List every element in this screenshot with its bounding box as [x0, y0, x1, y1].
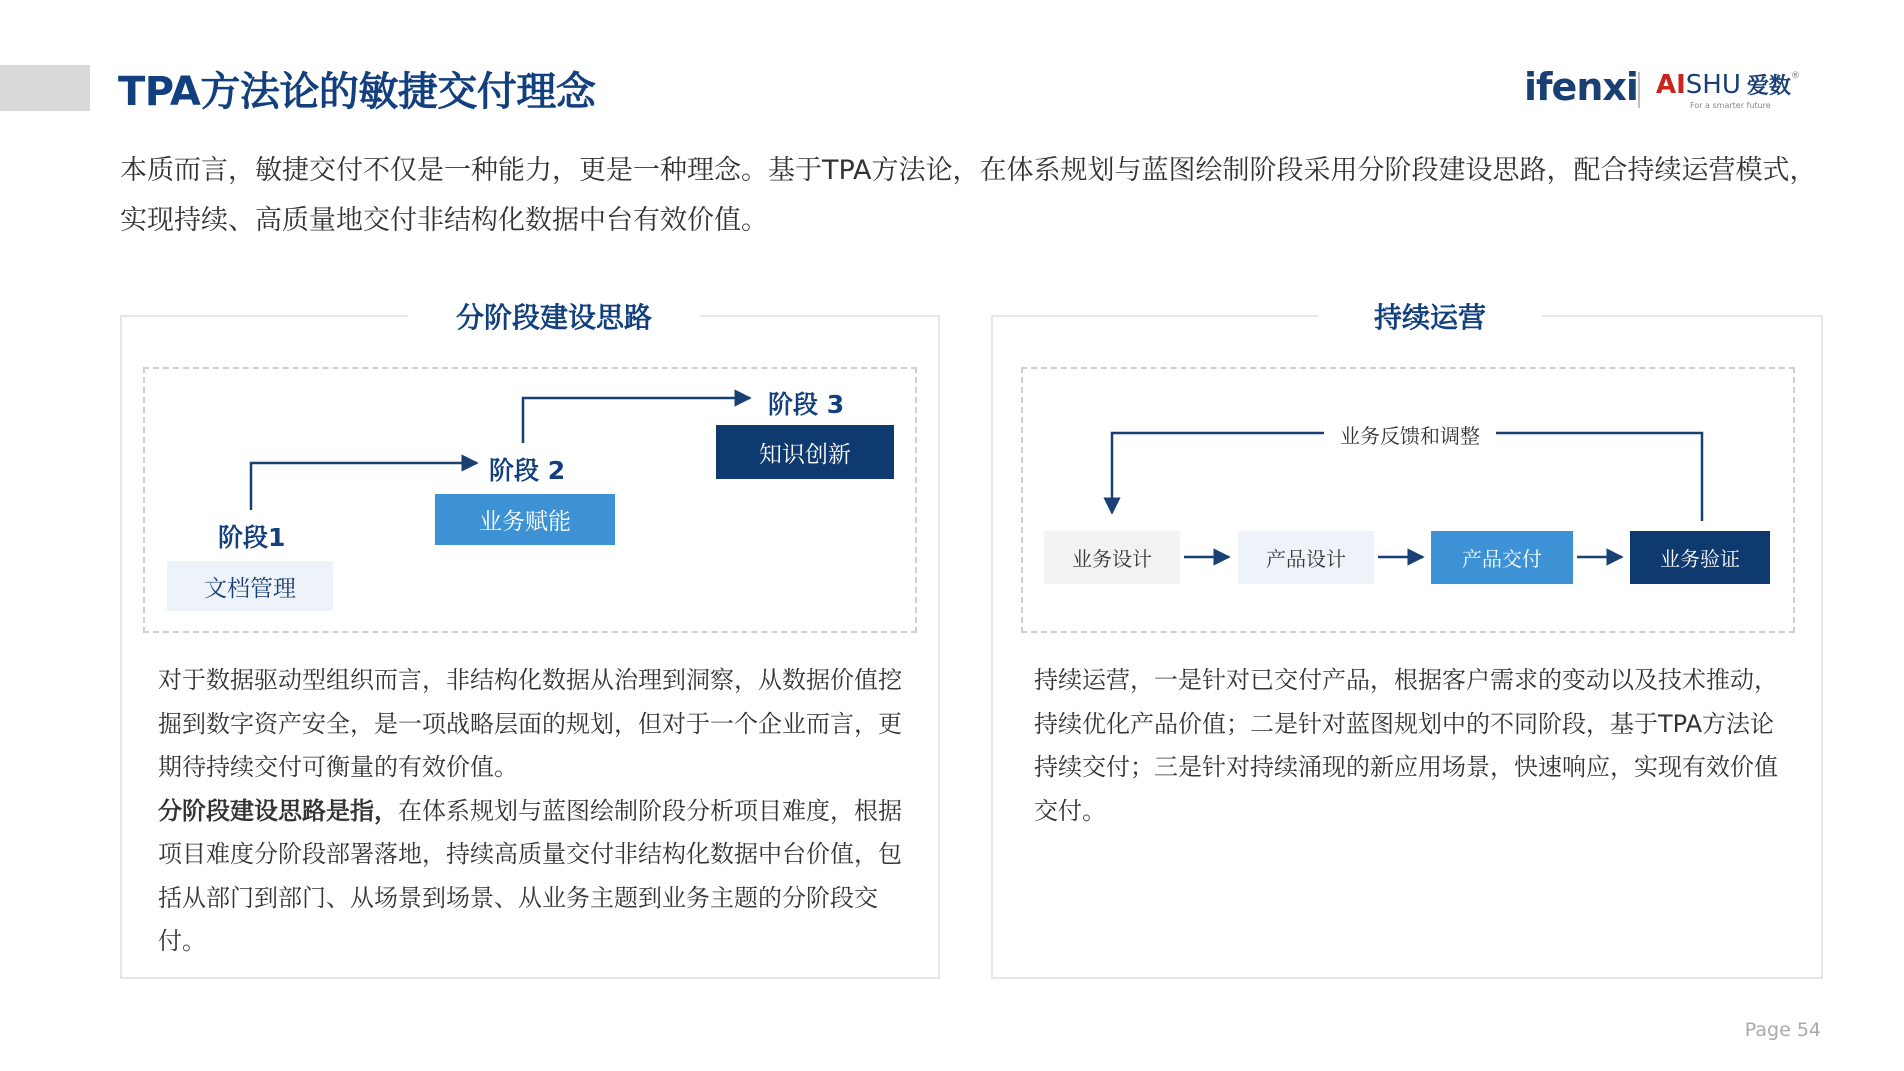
page-title: TPA方法论的敏捷交付理念	[118, 69, 596, 115]
flow-step-business-validation: 业务验证	[1630, 531, 1770, 584]
aishu-logo-shu: SHU	[1685, 70, 1741, 100]
flow-step-product-design: 产品设计	[1238, 531, 1374, 584]
stage-2-box: 业务赋能	[435, 494, 615, 545]
aishu-logo-ai: AI	[1656, 70, 1686, 100]
left-paragraph-2-bold: 分阶段建设思路是指，	[158, 796, 398, 825]
right-panel-text: 持续运营，一是针对已交付产品，根据客户需求的变动以及技术推动，持续优化产品价值；二是针对蓝图规划中的不同阶段，基于TPA方法论持续交付；三是针对持续涌现的新应用场景，快速响应，实现有效价值交付。	[1034, 666, 1778, 825]
flow-step-product-delivery: 产品交付	[1431, 531, 1573, 584]
flow-step-business-design: 业务设计	[1044, 531, 1180, 584]
aishu-tagline: For a smarter future	[1690, 101, 1771, 110]
right-panel-title: 持续运营	[1318, 296, 1542, 336]
stage-2-label: 阶段 2	[489, 456, 566, 485]
left-panel-title: 分阶段建设思路	[408, 296, 700, 336]
feedback-label: 业务反馈和调整	[1324, 420, 1496, 449]
left-paragraph-1: 对于数据驱动型组织而言，非结构化数据从治理到洞察，从数据价值挖掘到数字资产安全，是一项战略层面的规划，但对于一个企业而言，更期待持续交付可衡量的有效价值。	[158, 666, 902, 781]
aishu-logo-reg: ®	[1790, 71, 1800, 81]
page-number: Page 54	[1744, 1019, 1821, 1041]
left-paragraph-2-rest: 在体系规划与蓝图绘制阶段分析项目难度，根据项目难度分阶段部署落地，持续高质量交付非结构化数据中台价值，包括从部门到部门、从场景到场景、从业务主题到业务主题的分阶段交付。	[158, 796, 902, 955]
aishu-logo-cn: 爱数	[1746, 74, 1791, 99]
intro-paragraph: 本质而言，敏捷交付不仅是一种能力，更是一种理念。基于TPA方法论，在体系规划与蓝图绘制阶段采用分阶段建设思路，配合持续运营模式，实现持续、高质量地交付非结构化数据中台有效价值。	[120, 155, 1817, 236]
stage-3-box: 知识创新	[716, 425, 894, 479]
ifenxi-logo: ifenxi	[1524, 65, 1638, 109]
stage-3-label: 阶段 3	[768, 390, 845, 419]
stage-1-box: 文档管理	[167, 561, 333, 611]
stage-1-label: 阶段1	[218, 523, 286, 552]
